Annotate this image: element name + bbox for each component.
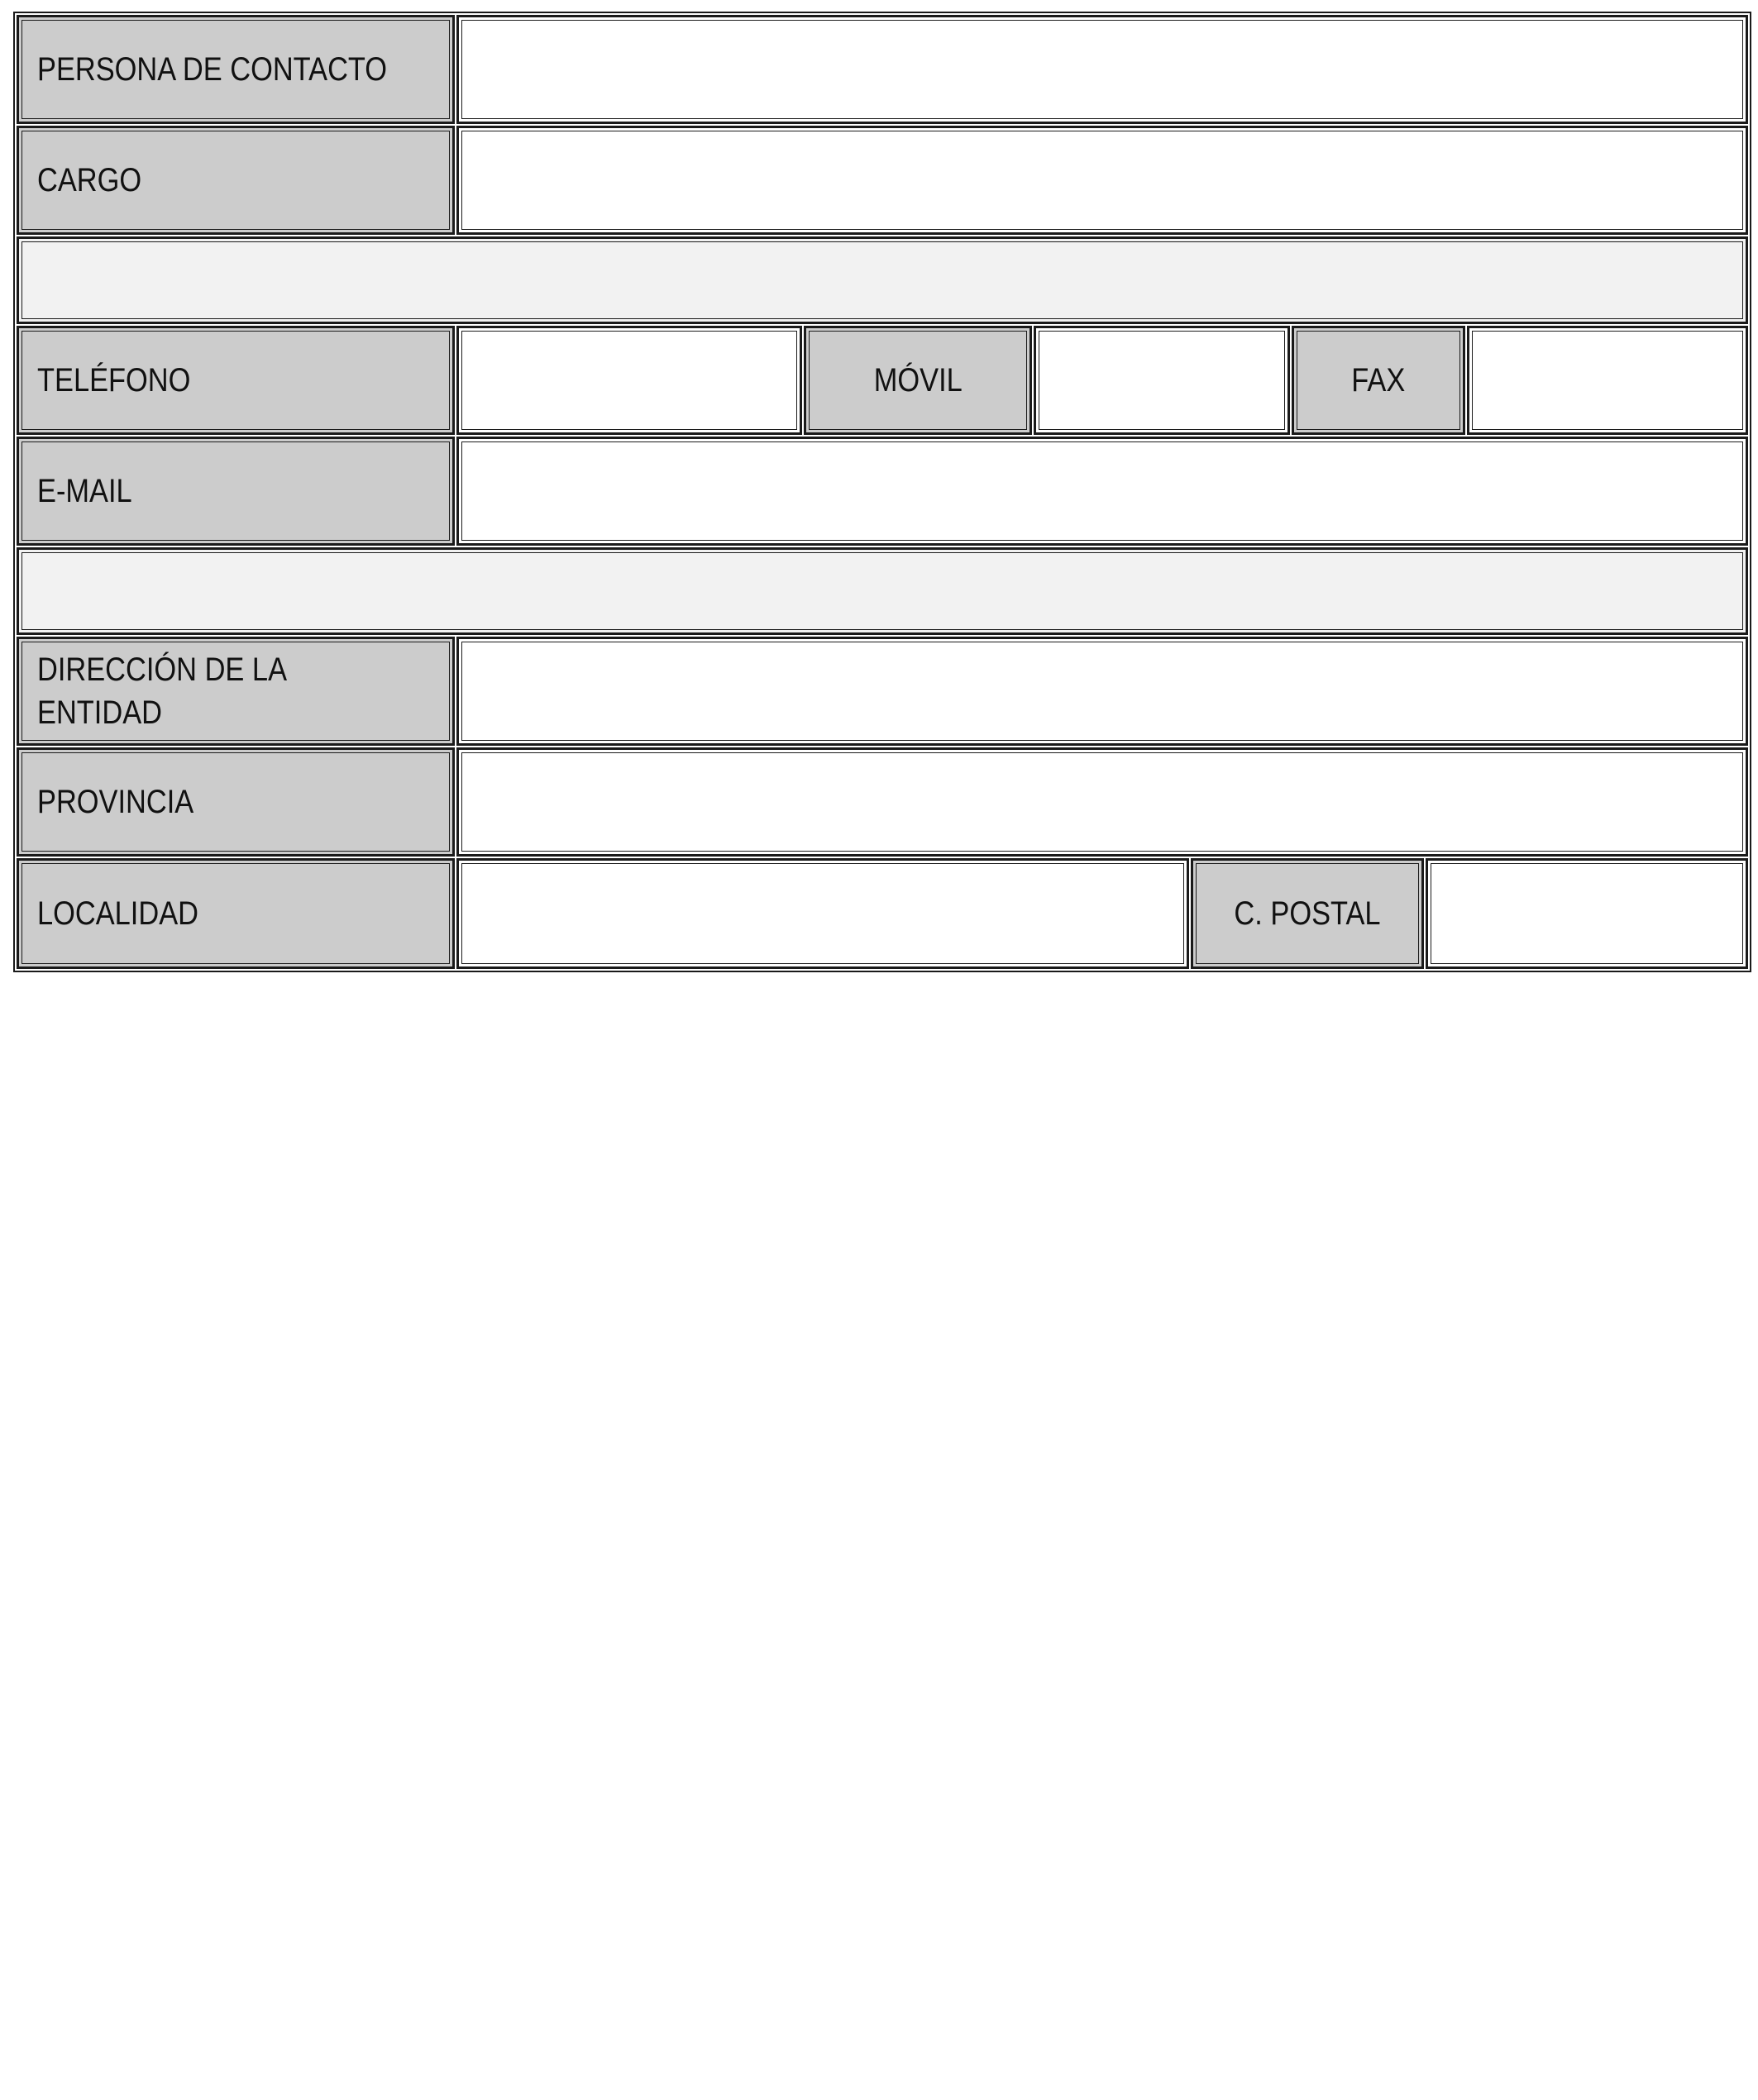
locality-field[interactable] (456, 858, 1189, 969)
phone-field[interactable] (456, 326, 802, 435)
position-label: CARGO (37, 162, 142, 198)
contact-person-field[interactable] (456, 15, 1748, 124)
email-field[interactable] (456, 437, 1748, 546)
postal-code-label-cell (1191, 858, 1424, 969)
phone-label: TELÉFONO (37, 362, 191, 399)
contact-person-label: PERSONA DE CONTACTO (37, 51, 388, 88)
postal-code-label: C. POSTAL (1234, 895, 1381, 932)
address-field[interactable] (456, 637, 1748, 746)
address-label-cell (17, 637, 455, 746)
position-label-cell (17, 126, 455, 235)
fax-field[interactable] (1467, 326, 1748, 435)
section-divider (17, 547, 1748, 635)
phone-label-cell (17, 326, 455, 435)
province-label-cell (17, 747, 455, 857)
email-label-cell (17, 437, 455, 546)
mobile-label: MÓVIL (873, 362, 963, 399)
postal-code-field[interactable] (1426, 858, 1748, 969)
province-label: PROVINCIA (37, 784, 194, 820)
email-label: E-MAIL (37, 473, 132, 509)
locality-label-cell (17, 858, 455, 969)
fax-label: FAX (1351, 362, 1406, 399)
section-divider (17, 236, 1748, 324)
mobile-label-cell (804, 326, 1032, 435)
province-field[interactable] (456, 747, 1748, 857)
mobile-field[interactable] (1034, 326, 1290, 435)
fax-label-cell (1292, 326, 1465, 435)
address-label: DIRECCIÓN DE LA ENTIDAD (37, 651, 286, 731)
contact-person-label-cell (17, 15, 455, 124)
position-field[interactable] (456, 126, 1748, 235)
contact-form-table (13, 12, 1751, 972)
locality-label: LOCALIDAD (37, 895, 199, 932)
